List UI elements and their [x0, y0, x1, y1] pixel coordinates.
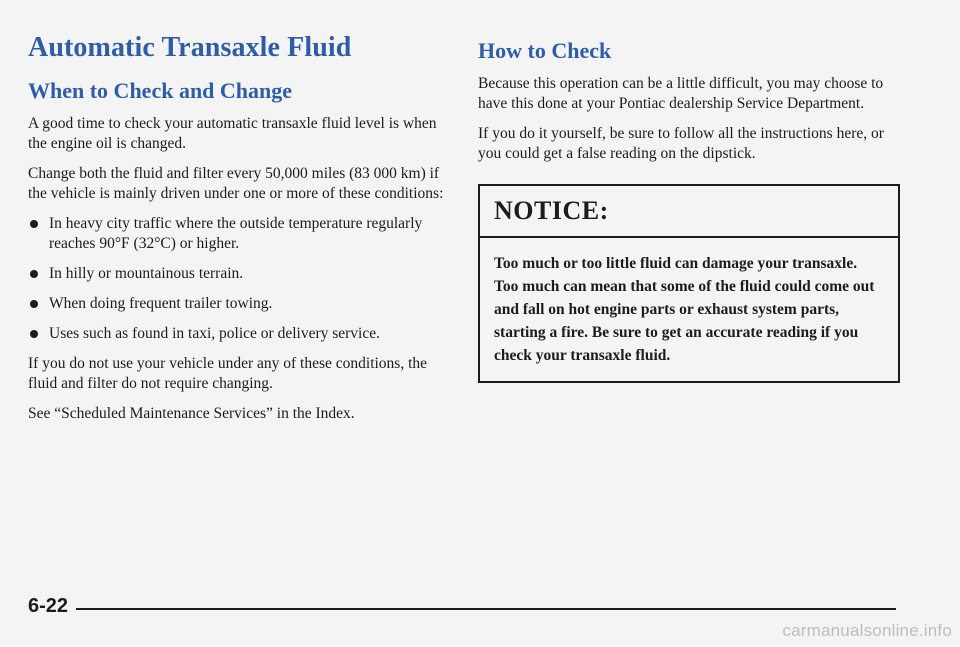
- paragraph-no-change-needed: If you do not use your vehicle under any of these conditions, the fluid and filter do not require changing.: [28, 355, 428, 392]
- bullet-icon: [30, 270, 38, 278]
- paragraph-see-index: See “Scheduled Maintenance Services” in the Index.: [28, 405, 355, 422]
- list-item: [28, 294, 448, 314]
- list-item-text: Uses such as found in taxi, police or delivery service.: [49, 325, 381, 342]
- list-item: [28, 214, 448, 254]
- paragraph-check-timing: A good time to check your automatic transaxle fluid level is when the engine oil is changed.: [28, 115, 437, 152]
- paragraph-instructions: If you do it yourself, be sure to follow all the instructions here, or you could get a false reading on the dipstick.: [478, 125, 884, 162]
- page-number: 6-22: [28, 595, 69, 617]
- paragraph-dealership: Because this operation can be a little difficult, you may choose to have this done at your Pontiac dealership Service Department.: [478, 75, 884, 112]
- page-footer: [28, 595, 896, 619]
- footer-rule: [76, 608, 896, 610]
- watermark: carmanualsonline.info: [782, 621, 952, 640]
- bullet-icon: [30, 220, 38, 228]
- list-item-text: In heavy city traffic where the outside temperature regularly reaches 90°F (32°C) or higher.: [49, 215, 423, 252]
- list-item: [28, 324, 448, 344]
- list-item: [28, 264, 448, 284]
- paragraph-change-interval: Change both the fluid and filter every 50,000 miles (83 000 km) if the vehicle is mainly driven under one or more of these conditions:: [28, 165, 444, 202]
- section-heading-when-to-check: When to Check and Change: [28, 78, 293, 103]
- bullet-icon: [30, 300, 38, 308]
- notice-heading: NOTICE:: [480, 186, 898, 238]
- list-item-text: When doing frequent trailer towing.: [49, 295, 273, 312]
- page-title: Automatic Transaxle Fluid: [28, 32, 352, 63]
- bullet-icon: [30, 330, 38, 338]
- left-column: [28, 32, 448, 434]
- list-item-text: In hilly or mountainous terrain.: [49, 265, 244, 282]
- right-column: [478, 32, 900, 383]
- notice-body: Too much or too little fluid can damage your transaxle. Too much can mean that some of the fluid could come out and fall on hot engine parts or exhaust system parts, starting a fire. Be sure to get an accurate reading if you check your transaxle fluid.: [494, 255, 875, 364]
- section-heading-how-to-check: How to Check: [478, 38, 612, 63]
- notice-box: [478, 184, 900, 383]
- conditions-list: [28, 214, 448, 344]
